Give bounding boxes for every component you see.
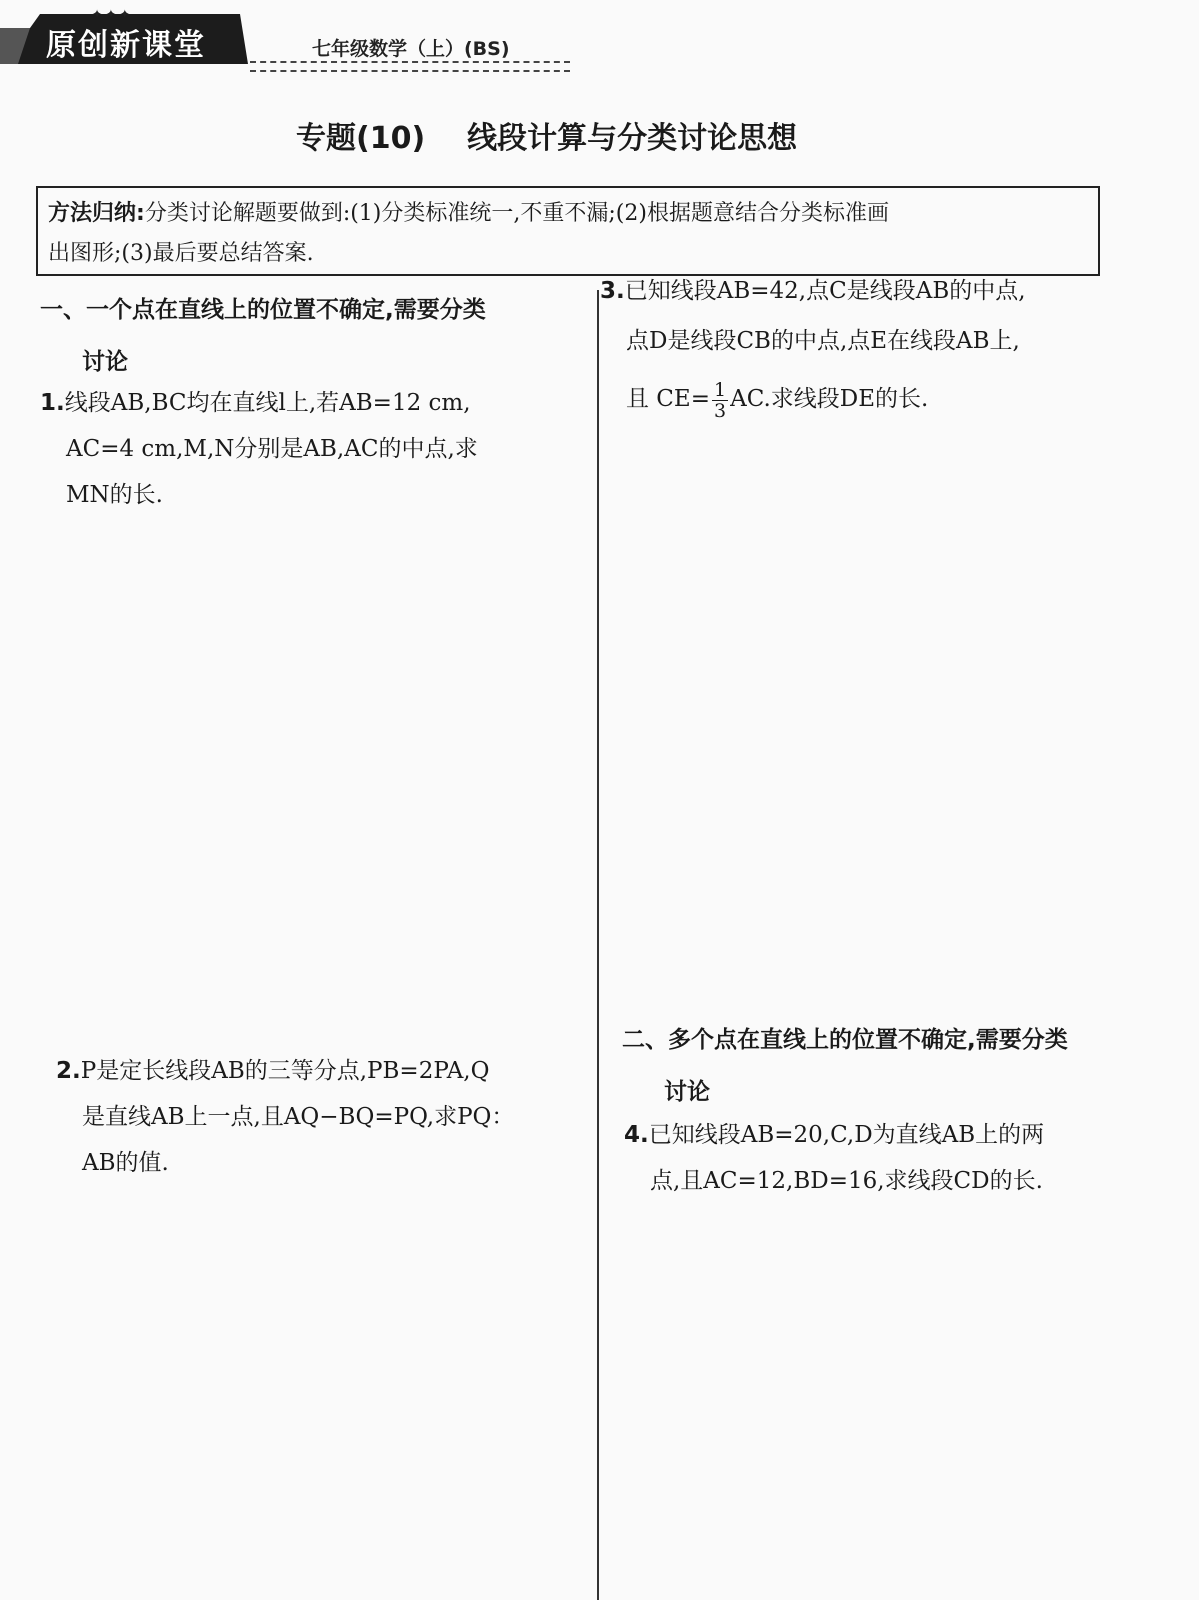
problem-4-text1: 已知线段AB=20,C,D为直线AB上的两 xyxy=(648,1122,1045,1148)
problem-1-text2: AC=4 cm,M,N分别是AB,AC的中点,求 xyxy=(66,436,478,462)
problem-3-line1 xyxy=(600,266,1145,316)
problem-2-text2: 是直线AB上一点,且AQ−BQ=PQ,求PQ： xyxy=(82,1104,515,1130)
problem-1 xyxy=(40,380,585,518)
header-divider xyxy=(250,61,570,72)
problem-1-text1: 线段AB,BC均在直线l上,若AB=12 cm, xyxy=(64,390,471,416)
problem-3 xyxy=(600,266,1145,424)
problem-3-text1: 已知线段AB=42,点C是线段AB的中点, xyxy=(624,278,1026,304)
problem-2-number: 2. xyxy=(56,1058,81,1084)
section-1-heading-line1: 一、一个点在直线上的位置不确定,需要分类 xyxy=(40,297,486,323)
problem-3-text2: 点D是线段CB的中点,点E在线段AB上, xyxy=(626,328,1020,354)
problem-1-text3: MN的长. xyxy=(66,482,163,508)
section-1-heading xyxy=(40,284,580,388)
problem-3-text3-prefix: 且 CE= xyxy=(626,386,710,412)
brand-title: 原创新课堂 xyxy=(46,28,206,63)
svg-text:✦ ✦ ✦: ✦ ✦ ✦ xyxy=(92,7,130,21)
section-2-heading-line1: 二、多个点在直线上的位置不确定,需要分类 xyxy=(622,1027,1068,1053)
problem-4-line1 xyxy=(624,1112,1169,1158)
section-2-heading-line2: 讨论 xyxy=(664,1079,710,1105)
problem-2-line1 xyxy=(56,1048,591,1094)
topic-title xyxy=(296,113,916,157)
problem-3-number: 3. xyxy=(600,278,625,304)
problem-4-number: 4. xyxy=(624,1122,649,1148)
problem-3-text3-suffix: AC.求线段DE的长. xyxy=(730,386,929,412)
topic-number: 专题(10) xyxy=(296,121,426,156)
topic-name: 线段计算与分类讨论思想 xyxy=(467,121,798,156)
problem-2-text3: AB的值. xyxy=(82,1150,169,1176)
section-1-heading-line2: 讨论 xyxy=(82,349,128,375)
method-text-1: 分类讨论解题要做到:(1)分类标准统一,不重不漏;(2)根据题意结合分类标准画 xyxy=(144,201,889,226)
problem-2 xyxy=(56,1048,591,1186)
problem-1-line1 xyxy=(40,380,585,426)
problem-3-line3 xyxy=(600,374,1145,424)
method-label: 方法归纳: xyxy=(48,201,145,226)
problem-2-text1: P是定长线段AB的三等分点,PB=2PA,Q xyxy=(80,1058,490,1084)
method-summary-box xyxy=(36,186,1100,276)
fraction-numerator: 1 xyxy=(713,378,727,401)
book-info: 七年级数学（上）(BS) xyxy=(312,38,510,60)
section-2-heading xyxy=(622,1014,1162,1118)
problem-4 xyxy=(624,1112,1169,1204)
column-divider xyxy=(597,290,599,1600)
fraction-one-third xyxy=(712,380,728,421)
problem-1-number: 1. xyxy=(40,390,65,416)
method-line-1 xyxy=(48,194,1088,234)
fraction-denominator: 3 xyxy=(713,399,727,422)
method-text-2: 出图形;(3)最后要总结答案. xyxy=(48,241,314,266)
problem-4-text2: 点,且AC=12,BD=16,求线段CD的长. xyxy=(650,1168,1043,1194)
